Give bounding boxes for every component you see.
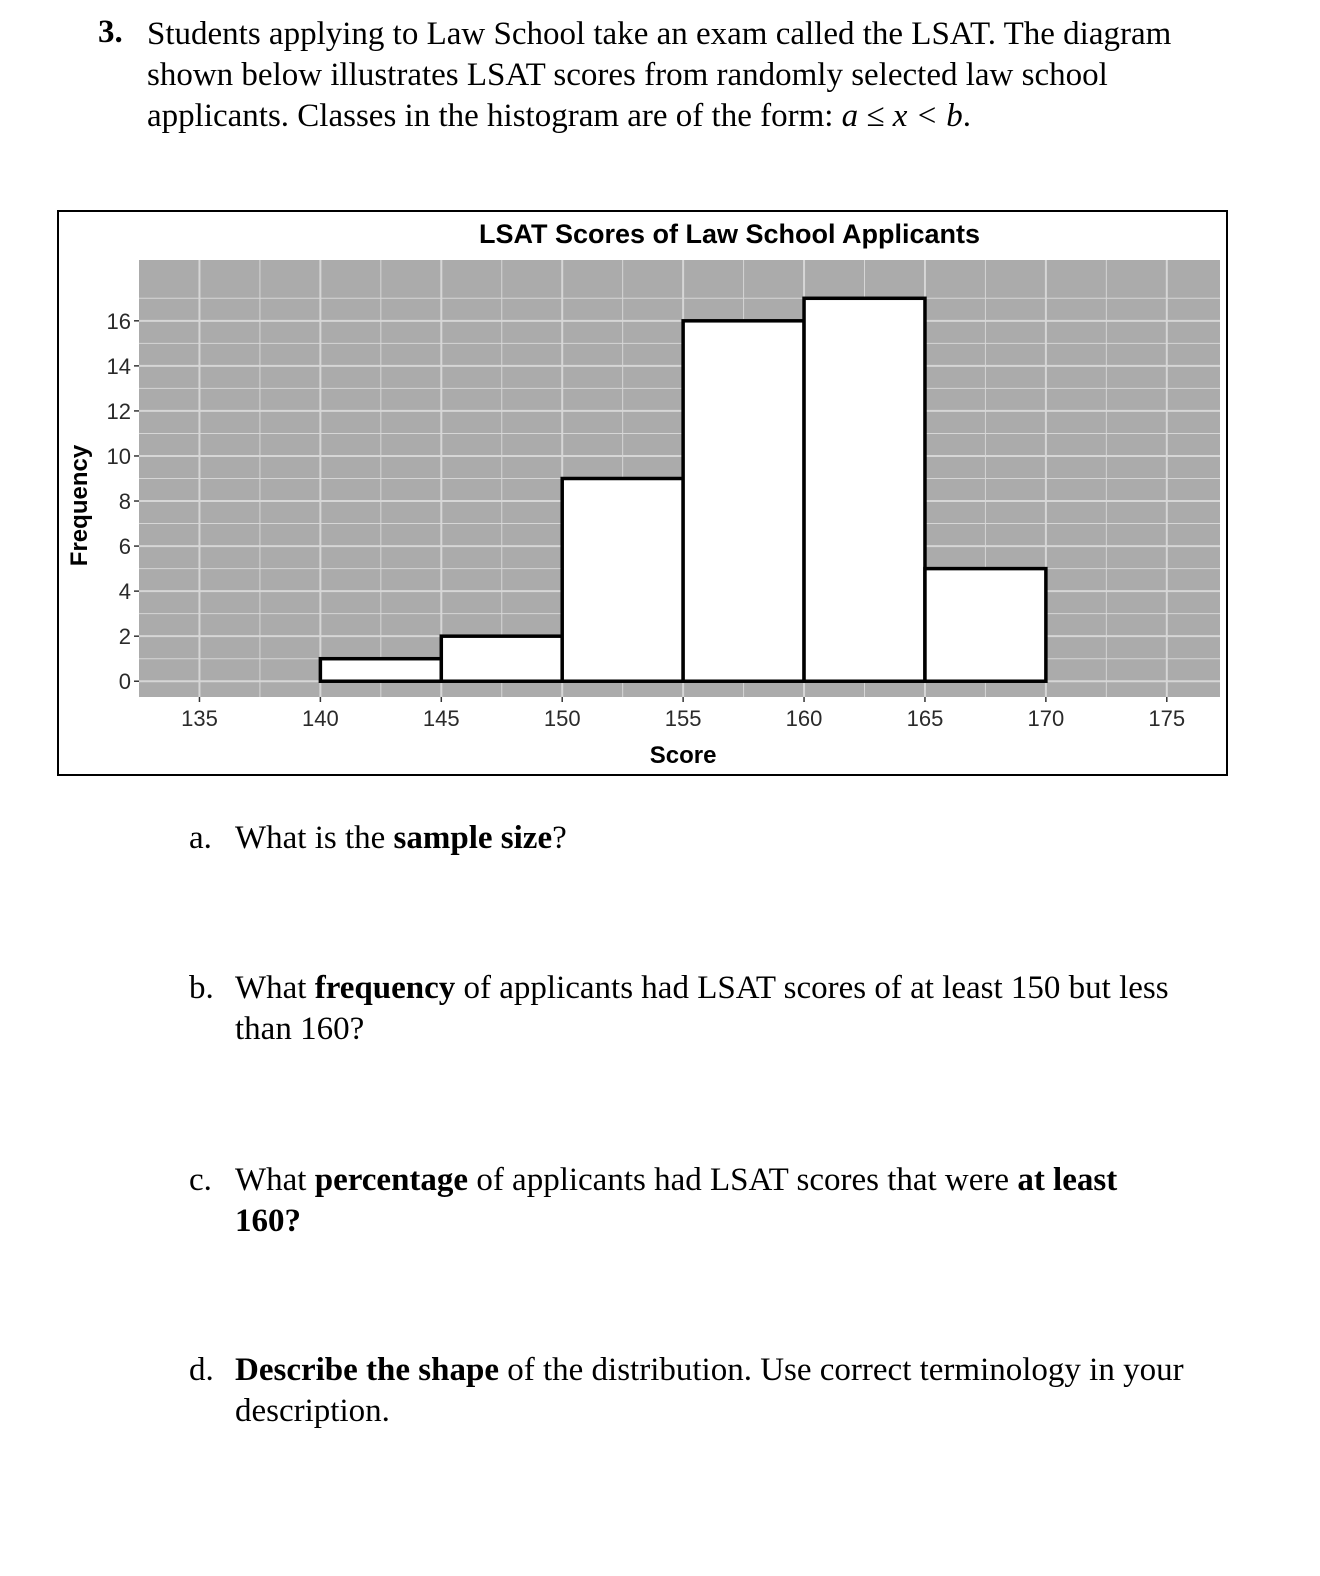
part-b-letter: b. — [189, 970, 214, 1006]
histogram-svg — [59, 212, 1226, 774]
y-tick-label: 14 — [106, 353, 131, 379]
part-segment: at least 160? — [235, 1162, 1118, 1239]
x-axis-label: Score — [649, 742, 717, 769]
part-segment: of applicants had LSAT scores of at least 150 but less than 160? — [235, 970, 1169, 1047]
y-tick-label: 12 — [106, 398, 131, 424]
part-c-text — [235, 1160, 1185, 1242]
x-tick-label: 135 — [181, 706, 218, 731]
x-tick-label: 165 — [906, 706, 944, 731]
part-segment: ? — [552, 820, 567, 856]
y-tick-label: 16 — [106, 308, 131, 334]
part-segment: frequency — [314, 970, 456, 1006]
part-c-letter: c. — [189, 1162, 212, 1198]
y-tick-label: 8 — [118, 489, 131, 515]
histogram-bar — [320, 659, 441, 682]
question-text — [147, 14, 1257, 137]
y-tick-label: 4 — [118, 579, 131, 605]
y-tick-label: 10 — [106, 443, 131, 469]
y-tick-label: 6 — [118, 534, 131, 560]
x-tick-label: 155 — [664, 706, 702, 731]
histogram-bar — [925, 569, 1046, 682]
question-text-end: . — [962, 98, 971, 134]
part-segment: sample size — [393, 820, 553, 856]
part-b-text — [235, 968, 1185, 1050]
part-segment: of applicants had LSAT scores that were — [468, 1162, 1018, 1198]
part-segment: What — [235, 970, 315, 1006]
x-tick-label: 170 — [1027, 706, 1065, 731]
part-d-text — [235, 1350, 1185, 1432]
part-a-letter: a. — [189, 820, 212, 856]
question-text-main: Students applying to Law School take an exam called the LSAT. The diagram shown below illustrates LSAT scores from randomly selected law school applicants. Classes in the histogram are of the form: — [147, 16, 1172, 134]
histogram-bar — [562, 479, 683, 682]
part-segment: Describe the shape — [235, 1352, 499, 1388]
x-tick-label: 175 — [1148, 706, 1186, 731]
part-segment: What is the — [235, 820, 394, 856]
x-tick-label: 160 — [785, 706, 823, 731]
part-d-letter: d. — [189, 1352, 214, 1388]
x-tick-label: 140 — [302, 706, 339, 731]
part-segment: of the distribution. Use correct terminology in your description. — [235, 1352, 1184, 1429]
chart-title: LSAT Scores of Law School Applicants — [478, 219, 981, 249]
part-segment: What — [235, 1162, 315, 1198]
question-number: 3. — [98, 14, 123, 50]
part-a-text — [235, 818, 1185, 859]
x-tick-label: 145 — [422, 706, 460, 731]
y-tick-label: 0 — [118, 669, 131, 695]
histogram-chart — [57, 210, 1228, 776]
histogram-bar — [804, 298, 925, 681]
part-segment: percentage — [314, 1162, 469, 1198]
class-form-math: a ≤ x < b — [841, 98, 963, 134]
y-axis-label: Frequency — [66, 444, 93, 567]
x-tick-label: 150 — [543, 706, 581, 731]
histogram-bar — [441, 636, 562, 681]
histogram-bar — [683, 321, 804, 681]
y-tick-label: 2 — [118, 624, 131, 650]
